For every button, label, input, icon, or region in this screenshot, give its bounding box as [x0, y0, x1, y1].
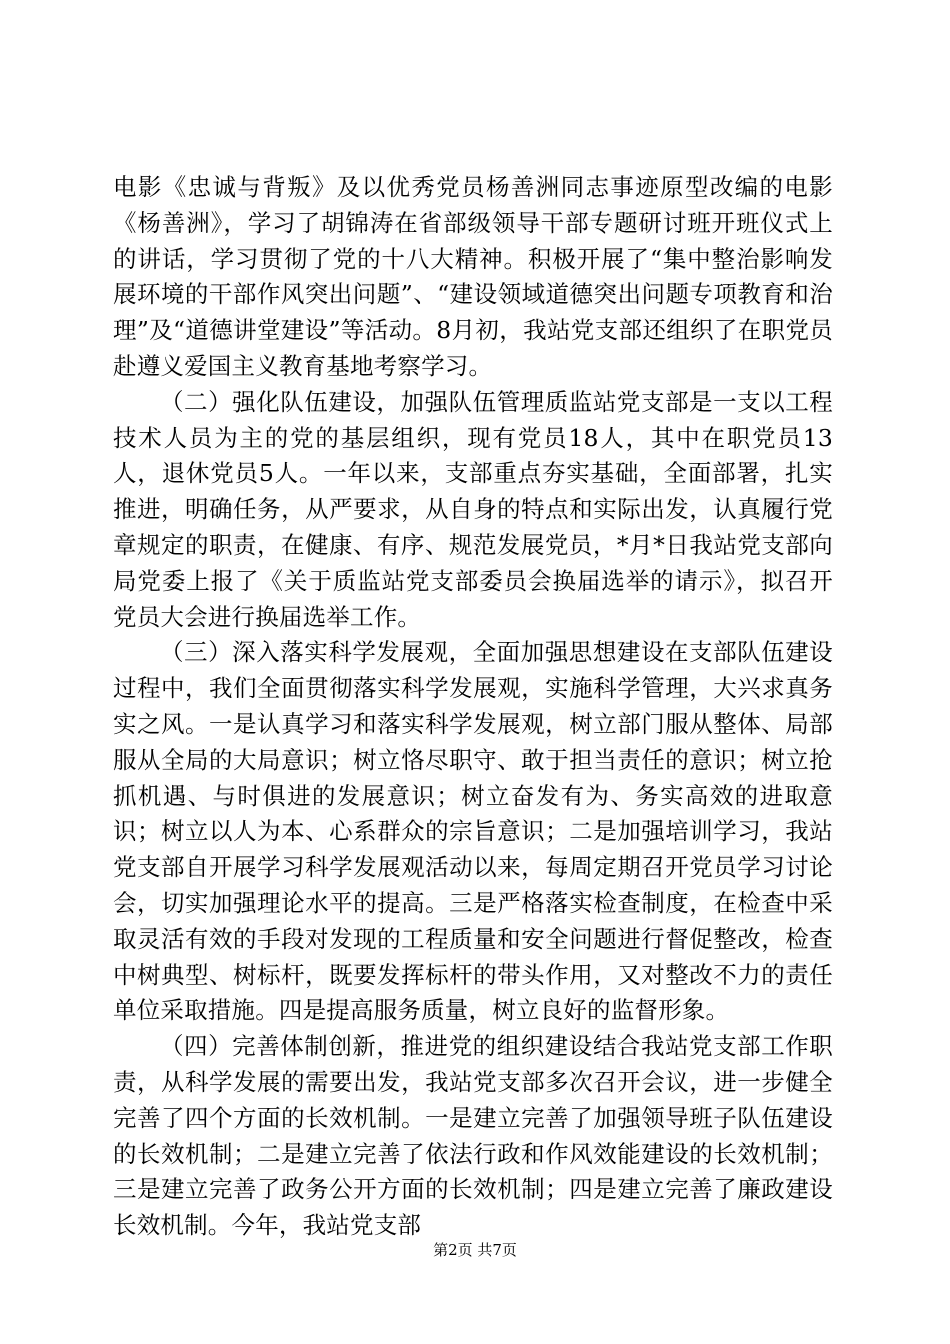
page-number-footer: 第2页 共7页	[433, 1241, 517, 1259]
paragraph-continuation: 电影《忠诚与背叛》及以优秀党员杨善洲同志事迹原型改编的电影《杨善洲》，学习了胡锦涛在省部级领导干部专题研讨班开班仪式上的讲话，学习贯彻了党的十八大精神。积极开展了“集中整治影响发展环境的干部作风突出问题”、“建设领域道德突出问题专项教育和治理”及“道德讲堂建设”等活动。8月初，我站党支部还组织了在职党员赴遵义爱国主义教育基地考察学习。	[113, 173, 833, 380]
paragraph-section-4: （四）完善体制创新，推进党的组织建设结合我站党支部工作职责，从科学发展的需要出发，我站党支部多次召开会议，进一步健全完善了四个方面的长效机制。一是建立完善了加强领导班子队伍建设的长效机制；二是建立完善了依法行政和作风效能建设的长效机制；三是建立完善了政务公开方面的长效机制；四是建立完善了廉政建设长效机制。今年，我站党支部	[113, 1032, 833, 1240]
paragraph-section-2: （二）强化队伍建设，加强队伍管理质监站党支部是一支以工程技术人员为主的党的基层组织，现有党员18人，其中在职党员13人，退休党员5人。一年以来，支部重点夯实基础，全面部署，扎实推进，明确任务，从严要求，从自身的特点和实际出发，认真履行党章规定的职责，在健康、有序、规范发展党员，*月*日我站党支部向局党委上报了《关于质监站党支部委员会换届选举的请示》，拟召开党员大会进行换届选举工作。	[113, 387, 833, 631]
paragraph-section-3: （三）深入落实科学发展观，全面加强思想建设在支部队伍建设过程中，我们全面贯彻落实科学发展观，实施科学管理，大兴求真务实之风。一是认真学习和落实科学发展观，树立部门服从整体、局部服从全局的大局意识；树立恪尽职守、敢于担当责任的意识；树立抢抓机遇、与时俱进的发展意识；树立奋发有为、务实高效的进取意识；树立以人为本、心系群众的宗旨意识；二是加强培训学习，我站党支部自开展学习科学发展观活动以来，每周定期召开党员学习讨论会，切实加强理论水平的提高。三是严格落实检查制度，在检查中采取灵活有效的手段对发现的工程质量和安全问题进行督促整改，检查中树典型、树标杆，既要发挥标杆的带头作用，又对整改不力的责任单位采取措施。四是提高服务质量，树立良好的监督形象。	[113, 638, 833, 1025]
document-body	[113, 170, 833, 1244]
